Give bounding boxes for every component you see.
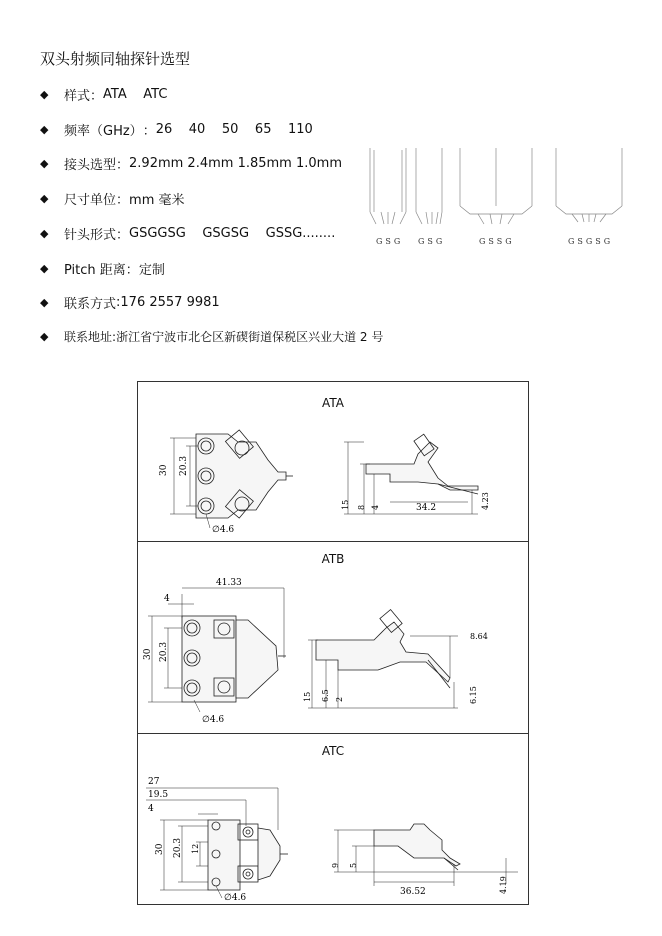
ata-dim-30: 30 [159, 464, 169, 476]
spec-label: Pitch 距离 [64, 263, 126, 278]
spec-value: 2.92mm 2.4mm 1.85mm 1.0mm [129, 156, 342, 171]
atc-dim-diameter: ∅4.6 [224, 893, 247, 903]
atc-dim-12: 12 [191, 843, 200, 854]
spec-label: 联系方式 [64, 297, 117, 312]
ata-drawing [138, 382, 528, 540]
diamond-bullet-icon: ◆ [40, 157, 49, 170]
atc-drawing [138, 734, 528, 904]
tip-label-gsgsg: GSGSG [568, 237, 614, 246]
atc-dim-19-5: 19.5 [148, 790, 169, 800]
ata-dim-34-2: 34.2 [416, 503, 437, 513]
spec-connector: ◆ 接头选型 ： 2.92mm 2.4mm 1.85mm 1.0mm [40, 156, 342, 173]
atc-dim-9: 9 [331, 862, 340, 868]
atb-dim-6-5: 6.5 [321, 689, 330, 702]
spec-frequency: ◆ 频率（GHz） ： 26 40 50 65 110 [40, 122, 313, 139]
tip-label-gsg-1: GSG [376, 237, 404, 246]
drawings-frame [137, 381, 529, 905]
spec-label: 接头选型 [64, 158, 117, 173]
atb-dim-diameter: ∅4.6 [202, 715, 225, 725]
spec-label: 针头形式 [64, 228, 117, 243]
page-title: 双头射频同轴探针选型 [40, 50, 191, 68]
spec-value: 26 40 50 65 110 [155, 122, 313, 137]
probe-tips-drawing [366, 140, 626, 250]
diamond-bullet-icon: ◆ [40, 227, 49, 240]
atb-dim-15: 15 [303, 691, 312, 702]
spec-tip-form: ◆ 针头形式 ： GSGGSG GSGSG GSSG........ [40, 226, 336, 243]
spec-label: 尺寸单位 [64, 193, 117, 208]
diamond-bullet-icon: ◆ [40, 88, 49, 101]
tip-label-gssg: GSSG [479, 237, 515, 246]
diamond-bullet-icon: ◆ [40, 192, 49, 205]
atb-title: ATB [321, 552, 345, 566]
atb-dim-41-33: 41.33 [216, 578, 242, 588]
spec-address: ◆ 联系地址 : 浙江省宁波市北仑区新碶街道保税区兴业大道 2 号 [40, 329, 384, 344]
atb-dim-6-15: 6.15 [469, 686, 478, 704]
diamond-bullet-icon: ◆ [40, 262, 49, 275]
spec-label: 样式 [64, 89, 91, 104]
ata-title: ATA [322, 396, 344, 410]
probe-tip-illustrations [366, 140, 626, 250]
tip-label-gsg-2: GSG [418, 237, 446, 246]
atc-dim-20-3: 20.3 [173, 837, 183, 858]
ata-dim-4-23: 4.23 [481, 492, 490, 510]
atc-dim-5: 5 [349, 862, 358, 868]
spec-value: ATA ATC [103, 87, 168, 102]
ata-dim-8: 8 [357, 504, 366, 510]
atb-dim-8-64: 8.64 [470, 632, 488, 641]
atc-dim-4: 4 [148, 804, 154, 814]
atb-dim-30: 30 [143, 648, 153, 660]
diamond-bullet-icon: ◆ [40, 123, 49, 136]
spec-value: GSGGSG GSGSG GSSG........ [129, 226, 336, 241]
spec-value: mm 毫米 [129, 193, 185, 208]
spec-pitch: ◆ Pitch 距离 ： 定制 [40, 259, 165, 278]
diamond-bullet-icon: ◆ [40, 330, 49, 343]
spec-label: 频率（GHz） [64, 124, 143, 139]
atc-dim-27: 27 [148, 777, 160, 787]
diamond-bullet-icon: ◆ [40, 296, 49, 309]
atc-title: ATC [321, 744, 345, 758]
spec-style: ◆ 样式 ： ATA ATC [40, 87, 168, 104]
spec-value: 浙江省宁波市北仑区新碶街道保税区兴业大道 2 号 [116, 330, 384, 344]
atc-dim-36-52: 36.52 [400, 887, 426, 897]
spec-label: 联系地址 [64, 330, 113, 344]
spec-unit: ◆ 尺寸单位 ： mm 毫米 [40, 189, 185, 208]
spec-value: 176 2557 9981 [120, 295, 220, 310]
atb-dim-2: 2 [335, 696, 344, 702]
ata-dim-15: 15 [341, 499, 350, 510]
atb-drawing [138, 542, 528, 732]
atb-dim-4: 4 [164, 594, 170, 604]
atc-dim-4-19: 4.19 [499, 876, 508, 894]
ata-dim-20-3: 20.3 [179, 455, 189, 476]
spec-value: 定制 [138, 263, 165, 278]
ata-dim-diameter: ∅4.6 [212, 525, 235, 535]
atc-dim-30: 30 [155, 843, 165, 855]
spec-contact: ◆ 联系方式 : 176 2557 9981 [40, 295, 220, 312]
ata-dim-4: 4 [371, 504, 380, 510]
atb-dim-20-3: 20.3 [159, 641, 169, 662]
